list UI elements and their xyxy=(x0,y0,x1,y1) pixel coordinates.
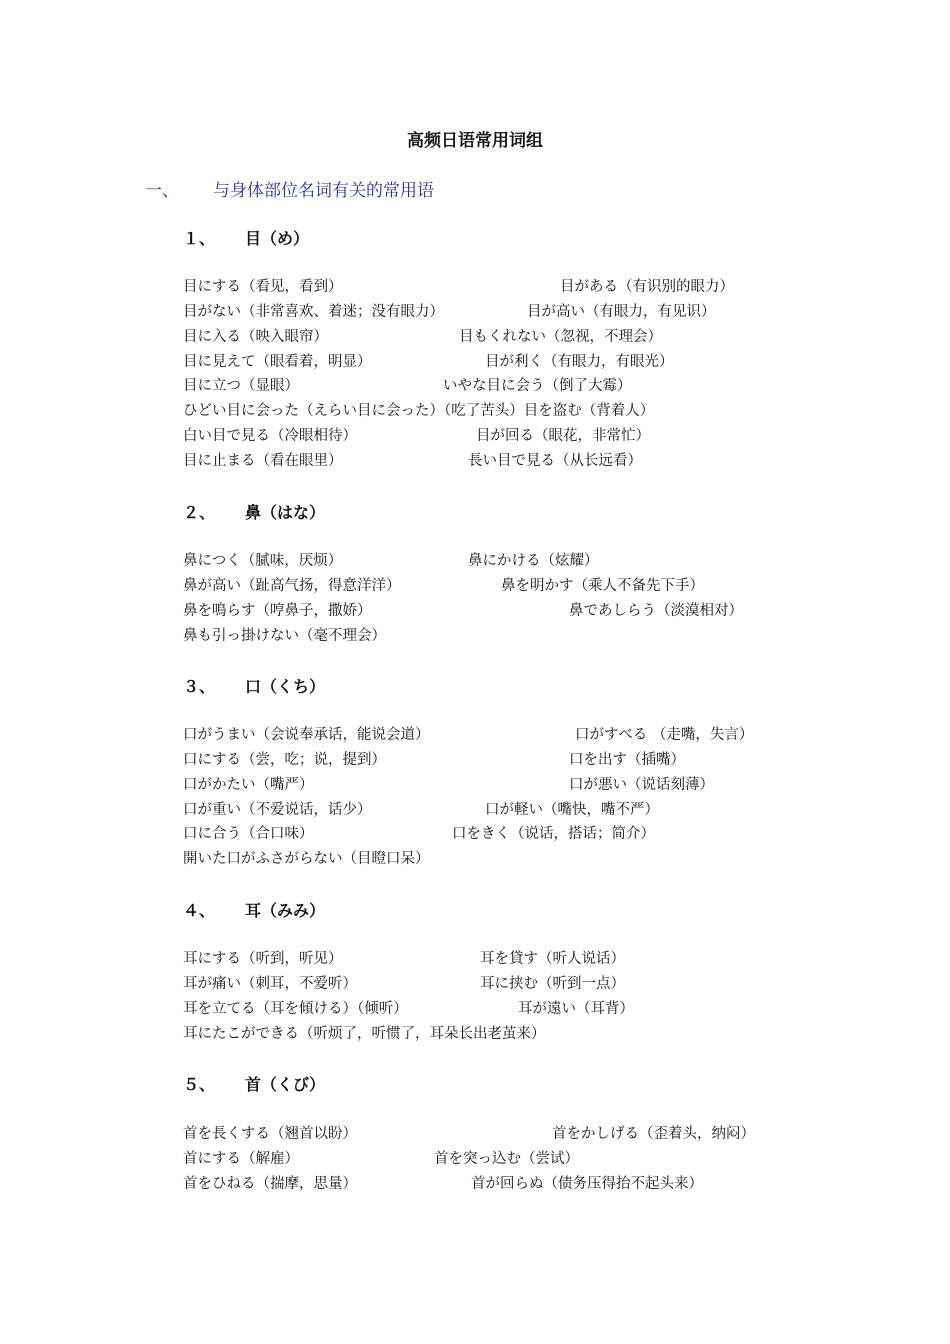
section-number: 一、 xyxy=(145,181,179,201)
phrase-entry: 首にする（解雇） xyxy=(183,1151,299,1167)
phrase-entry: 耳を立てる（耳を傾ける）（倾听） xyxy=(183,1001,408,1017)
subsection-number: ２、 xyxy=(183,503,216,522)
subsection-title: 耳（みみ） xyxy=(245,901,326,920)
phrase-entry: 口が悪い（说话刻薄） xyxy=(569,777,714,793)
phrase-entry: 耳が痛い（刺耳，不爱听） xyxy=(183,976,357,992)
phrase-entry: いやな目に会う（倒了大霉） xyxy=(443,378,632,394)
phrase-entry: 白い目で見る（冷眼相待） xyxy=(183,428,357,444)
phrase-entry: 首が回らぬ（债务压得抬不起头来） xyxy=(471,1176,703,1192)
phrase-entry: 目に入る（映入眼帘） xyxy=(183,329,328,345)
phrase-entry: 開いた口がふさがらない（目瞪口呆） xyxy=(183,851,430,867)
subsection-title: 目（め） xyxy=(245,229,310,248)
phrase-entry: 目に止まる（看在眼里） xyxy=(183,453,343,469)
subsection-number: １、 xyxy=(183,229,216,248)
phrase-entry: 鼻も引っ掛けない（毫不理会） xyxy=(183,628,386,644)
phrase-entry: 鼻が高い（趾高气扬，得意洋洋） xyxy=(183,578,401,594)
phrase-entry: 目にする（看见，看到） xyxy=(183,279,343,295)
phrase-entry: 耳に挟む（听到一点） xyxy=(480,976,625,992)
phrase-entry: 口がうまい（会说奉承话，能说会道） xyxy=(183,727,430,743)
phrase-entry: 首を突っ込む（尝试） xyxy=(434,1151,579,1167)
phrase-entry: 口をきく（说话，搭话；简介） xyxy=(452,826,655,842)
phrase-entry: 首を長くする（翘首以盼） xyxy=(183,1126,357,1142)
phrase-entry: 目もくれない（忽视，不理会） xyxy=(459,329,662,345)
subsection-number: ５、 xyxy=(183,1075,216,1094)
phrase-entry: 鼻を明かす（乘人不备先下手） xyxy=(501,578,704,594)
phrase-entry: 首をかしげる（歪着头，纳闷） xyxy=(552,1126,755,1142)
phrase-entry: 鼻であしらう（淡漠相对） xyxy=(569,603,743,619)
phrase-entry: 長い目で見る（从长远看） xyxy=(468,453,642,469)
phrase-entry: 目に見えて（眼看着，明显） xyxy=(183,354,372,370)
phrase-entry: ひどい目に会った（えらい目に会った）（吃了苦头）目を盗む（背着人） xyxy=(183,403,655,419)
subsection-title: 鼻（はな） xyxy=(245,503,326,522)
phrase-entry: 鼻にかける（炫耀） xyxy=(468,553,599,569)
document-title: 高频日语常用词组 xyxy=(407,131,543,151)
phrase-entry: 口が軽い（嘴快，嘴不严） xyxy=(485,802,659,818)
phrase-entry: 目が高い（有眼力，有见识） xyxy=(527,304,716,320)
subsection-title: 首（くび） xyxy=(245,1075,326,1094)
phrase-entry: 口が重い（不爱说话，话少） xyxy=(183,802,372,818)
phrase-entry: 耳を貸す（听人说话） xyxy=(480,951,625,967)
subsection-number: ４、 xyxy=(183,901,216,920)
phrase-entry: 目が回る（眼花，非常忙） xyxy=(476,428,650,444)
section-title: 与身体部位名词有关的常用语 xyxy=(213,181,434,201)
phrase-entry: 口にする（尝，吃；说，提到） xyxy=(183,752,386,768)
phrase-entry: 鼻につく（腻味，厌烦） xyxy=(183,553,343,569)
phrase-entry: 口がかたい（嘴严） xyxy=(183,777,314,793)
subsection-title: 口（くち） xyxy=(245,677,326,696)
phrase-entry: 口を出す（插嘴） xyxy=(569,752,685,768)
phrase-entry: 目がない（非常喜欢、着迷；没有眼力） xyxy=(183,304,444,320)
subsection-number: ３、 xyxy=(183,677,216,696)
phrase-entry: 目に立つ（显眼） xyxy=(183,378,299,394)
phrase-entry: 目がある（有识别的眼力） xyxy=(560,279,734,295)
phrase-entry: 口がすべる （走嘴，失言） xyxy=(575,727,754,743)
phrase-entry: 目が利く（有眼力，有眼光） xyxy=(485,354,674,370)
phrase-entry: 耳にたこができる（听烦了，听惯了，耳朵长出老茧来） xyxy=(183,1026,546,1042)
phrase-entry: 首をひねる（揣摩，思量） xyxy=(183,1176,357,1192)
phrase-entry: 鼻を鳴らす（哼鼻子，撒娇） xyxy=(183,603,372,619)
phrase-entry: 耳にする（听到，听见） xyxy=(183,951,343,967)
phrase-entry: 耳が遠い（耳背） xyxy=(518,1001,634,1017)
phrase-entry: 口に合う（合口味） xyxy=(183,826,314,842)
